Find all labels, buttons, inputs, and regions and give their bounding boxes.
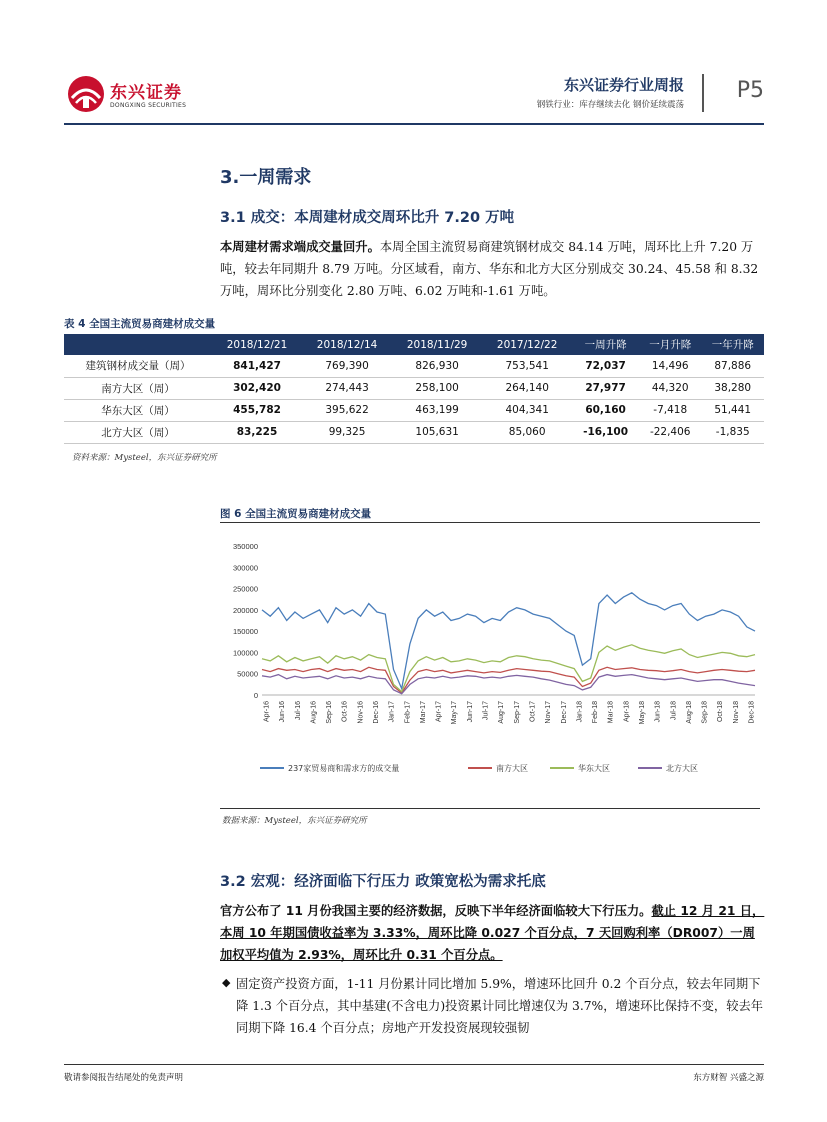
section-heading: 3.一周需求 <box>220 167 312 188</box>
x-tick-label: Sep-18 <box>701 701 709 724</box>
table-cell: 463,199 <box>392 399 482 421</box>
x-tick-label: Aug-17 <box>498 701 506 724</box>
table-row <box>64 355 764 377</box>
x-tick-label: May-17 <box>451 701 459 725</box>
x-tick-label: Oct-18 <box>717 701 725 723</box>
line-chart <box>220 530 760 805</box>
table-cell: 264,140 <box>482 377 572 399</box>
table-header-cell: 2018/12/14 <box>302 334 392 355</box>
table-header-cell: 2018/11/29 <box>392 334 482 355</box>
x-tick-label: Jun-17 <box>466 701 474 723</box>
table-cell: 258,100 <box>392 377 482 399</box>
figure-caption: 图 6 全国主流贸易商建材成交量 <box>220 508 372 520</box>
x-tick-label: Apr-18 <box>623 701 631 723</box>
legend-label: 华东大区 <box>578 764 610 773</box>
x-tick-label: Dec-17 <box>560 701 568 724</box>
y-tick-label: 100000 <box>232 648 258 658</box>
logo-text-en: DONGXING SECURITIES <box>110 102 187 109</box>
paragraph-1-body: 本周全国主流贸易商建筑钢材成交 84.14 万吨，周环比上升 7.20 万吨，较去年同期升 8.79 万吨。分区域看，南方、华东和北方大区分别成交 30.24、45.58 和 8.32 万吨，周环比分别变化 2.80 万吨、6.02 万吨和-1.61 万吨。 <box>220 240 759 298</box>
table-header-cell: 2017/12/22 <box>482 334 572 355</box>
header-rule <box>64 123 764 125</box>
table-cell: 769,390 <box>302 355 392 377</box>
footer-rule <box>64 1064 764 1065</box>
series-line-1 <box>262 593 755 689</box>
table-cell: 274,443 <box>302 377 392 399</box>
x-tick-label: Aug-16 <box>310 701 318 724</box>
x-tick-label: Apr-16 <box>263 701 271 723</box>
figure-source: 数据来源：Mysteel，东兴证券研究所 <box>222 816 367 826</box>
table-row <box>64 399 764 421</box>
x-tick-label: Dec-18 <box>748 701 756 724</box>
table-cell: 38,280 <box>701 377 764 399</box>
figure-bottom-rule <box>220 808 760 809</box>
x-tick-label: Jun-18 <box>654 701 662 723</box>
x-tick-label: Nov-17 <box>545 701 553 724</box>
table-cell: 72,037 <box>572 355 639 377</box>
table-cell: 826,930 <box>392 355 482 377</box>
table-cell: 395,622 <box>302 399 392 421</box>
table-cell: -7,418 <box>639 399 701 421</box>
table-cell: 841,427 <box>212 355 302 377</box>
table-caption: 表 4 全国主流贸易商建材成交量 <box>64 318 216 330</box>
table-source: 资料来源：Mysteel，东兴证券研究所 <box>72 453 217 463</box>
diamond-bullet-icon: ◆ <box>222 976 231 989</box>
table-cell: 85,060 <box>482 421 572 443</box>
table-header-cell <box>64 334 212 355</box>
x-tick-label: Nov-16 <box>357 701 365 724</box>
x-tick-label: Feb-18 <box>592 701 600 724</box>
x-tick-label: May-18 <box>638 701 646 725</box>
legend-label: 北方大区 <box>666 764 698 773</box>
x-tick-label: Jul-18 <box>670 701 678 721</box>
footer-disclaimer: 敬请参阅报告结尾处的免责声明 <box>64 1073 184 1083</box>
figure-top-rule <box>220 522 760 523</box>
paragraph-3: 固定资产投资方面，1-11 月份累计同比增加 5.9%，增速环比回升 0.2 个百分点，较去年同期下降 1.3 个百分点，其中基建(不含电力)投资累计同比增速仅为 3.7%，增速环比保持不变，较去年同期下降 16.4 个百分点；房地产开发投资展现较强韧 <box>236 977 764 1035</box>
x-tick-label: Sep-16 <box>326 701 334 724</box>
table-cell: 87,886 <box>701 355 764 377</box>
paragraph-2-highlight: 截止 12 月 21 日，本周 10 年期国债收益率为 3.33%，周环比降 0.027 个百分点，7 天回购利率（DR007）一周加权平均值为 2.93%，周环比升 0.31 个百分点。 <box>220 904 765 962</box>
x-tick-label: Oct-16 <box>341 701 349 723</box>
series-line-2 <box>262 667 755 693</box>
table-cell: -16,100 <box>572 421 639 443</box>
subsection-heading-1: 3.1 成交：本周建材成交周环比升 7.20 万吨 <box>220 210 515 226</box>
table-cell: -22,406 <box>639 421 701 443</box>
y-tick-label: 50000 <box>237 669 258 679</box>
table-cell: 27,977 <box>572 377 639 399</box>
page-header <box>64 62 764 122</box>
legend-label: 南方大区 <box>496 764 528 773</box>
table-header-cell: 一年升降 <box>701 334 764 355</box>
paragraph-2-lead: 官方公布了 11 月份我国主要的经济数据，反映下半年经济面临较大下行压力。 <box>220 904 652 918</box>
x-tick-label: Jan-18 <box>576 701 584 723</box>
y-tick-label: 250000 <box>232 584 258 594</box>
x-tick-label: Aug-18 <box>685 701 693 724</box>
x-tick-label: Feb-17 <box>404 701 412 724</box>
footer-slogan: 东方财智 兴盛之源 <box>693 1073 764 1083</box>
paragraph-2 <box>220 900 765 966</box>
table-cell: 南方大区（周） <box>64 377 212 399</box>
table-cell: 83,225 <box>212 421 302 443</box>
table-cell: 753,541 <box>482 355 572 377</box>
table-cell: 404,341 <box>482 399 572 421</box>
x-tick-label: Jul-16 <box>294 701 302 721</box>
table-cell: 华东大区（周） <box>64 399 212 421</box>
table-header-row <box>64 334 764 355</box>
table-header-cell: 一周升降 <box>572 334 639 355</box>
report-subtitle: 钢铁行业：库存继续去化 钢价延续震荡 <box>536 100 684 110</box>
table-cell: 99,325 <box>302 421 392 443</box>
table-cell: 51,441 <box>701 399 764 421</box>
header-divider <box>702 74 704 112</box>
table-cell: -1,835 <box>701 421 764 443</box>
x-tick-label: Jul-17 <box>482 701 490 721</box>
x-tick-label: Mar-17 <box>419 701 427 724</box>
table-row <box>64 377 764 399</box>
company-logo <box>64 72 204 116</box>
logo-mark-icon <box>66 74 106 114</box>
table-cell: 北方大区（周） <box>64 421 212 443</box>
x-tick-label: Mar-18 <box>607 701 615 724</box>
table-cell: 14,496 <box>639 355 701 377</box>
x-tick-label: Oct-17 <box>529 701 537 723</box>
paragraph-1-lead: 本周建材需求端成交量回升。 <box>220 240 380 254</box>
table-cell: 455,782 <box>212 399 302 421</box>
table-cell: 105,631 <box>392 421 482 443</box>
table-cell: 建筑钢材成交量（周） <box>64 355 212 377</box>
table-cell: 60,160 <box>572 399 639 421</box>
series-line-4 <box>262 675 755 694</box>
x-tick-label: Nov-18 <box>732 701 740 724</box>
legend-label: 237家贸易商和需求方的成交量 <box>288 764 400 773</box>
table-cell: 44,320 <box>639 377 701 399</box>
table-header-cell: 一月升降 <box>639 334 701 355</box>
x-tick-label: Jan-17 <box>388 701 396 723</box>
y-tick-label: 200000 <box>232 605 258 615</box>
y-tick-label: 150000 <box>232 627 258 637</box>
x-tick-label: Jun-16 <box>279 701 287 723</box>
y-tick-label: 0 <box>253 691 258 700</box>
paragraph-1 <box>220 236 765 302</box>
y-tick-label: 350000 <box>232 542 258 551</box>
table-cell: 302,420 <box>212 377 302 399</box>
subsection-heading-2: 3.2 宏观：经济面临下行压力 政策宽松为需求托底 <box>220 874 546 890</box>
y-tick-label: 300000 <box>232 563 258 573</box>
table-header-cell: 2018/12/21 <box>212 334 302 355</box>
x-tick-label: Sep-17 <box>513 701 521 724</box>
table-row <box>64 421 764 443</box>
data-table <box>64 334 764 444</box>
logo-text-cn: 东兴证券 <box>110 83 182 103</box>
report-title: 东兴证券行业周报 <box>563 76 684 94</box>
page-number: P5 <box>736 78 764 103</box>
x-tick-label: Dec-16 <box>373 701 381 724</box>
x-tick-label: Apr-17 <box>435 701 443 723</box>
